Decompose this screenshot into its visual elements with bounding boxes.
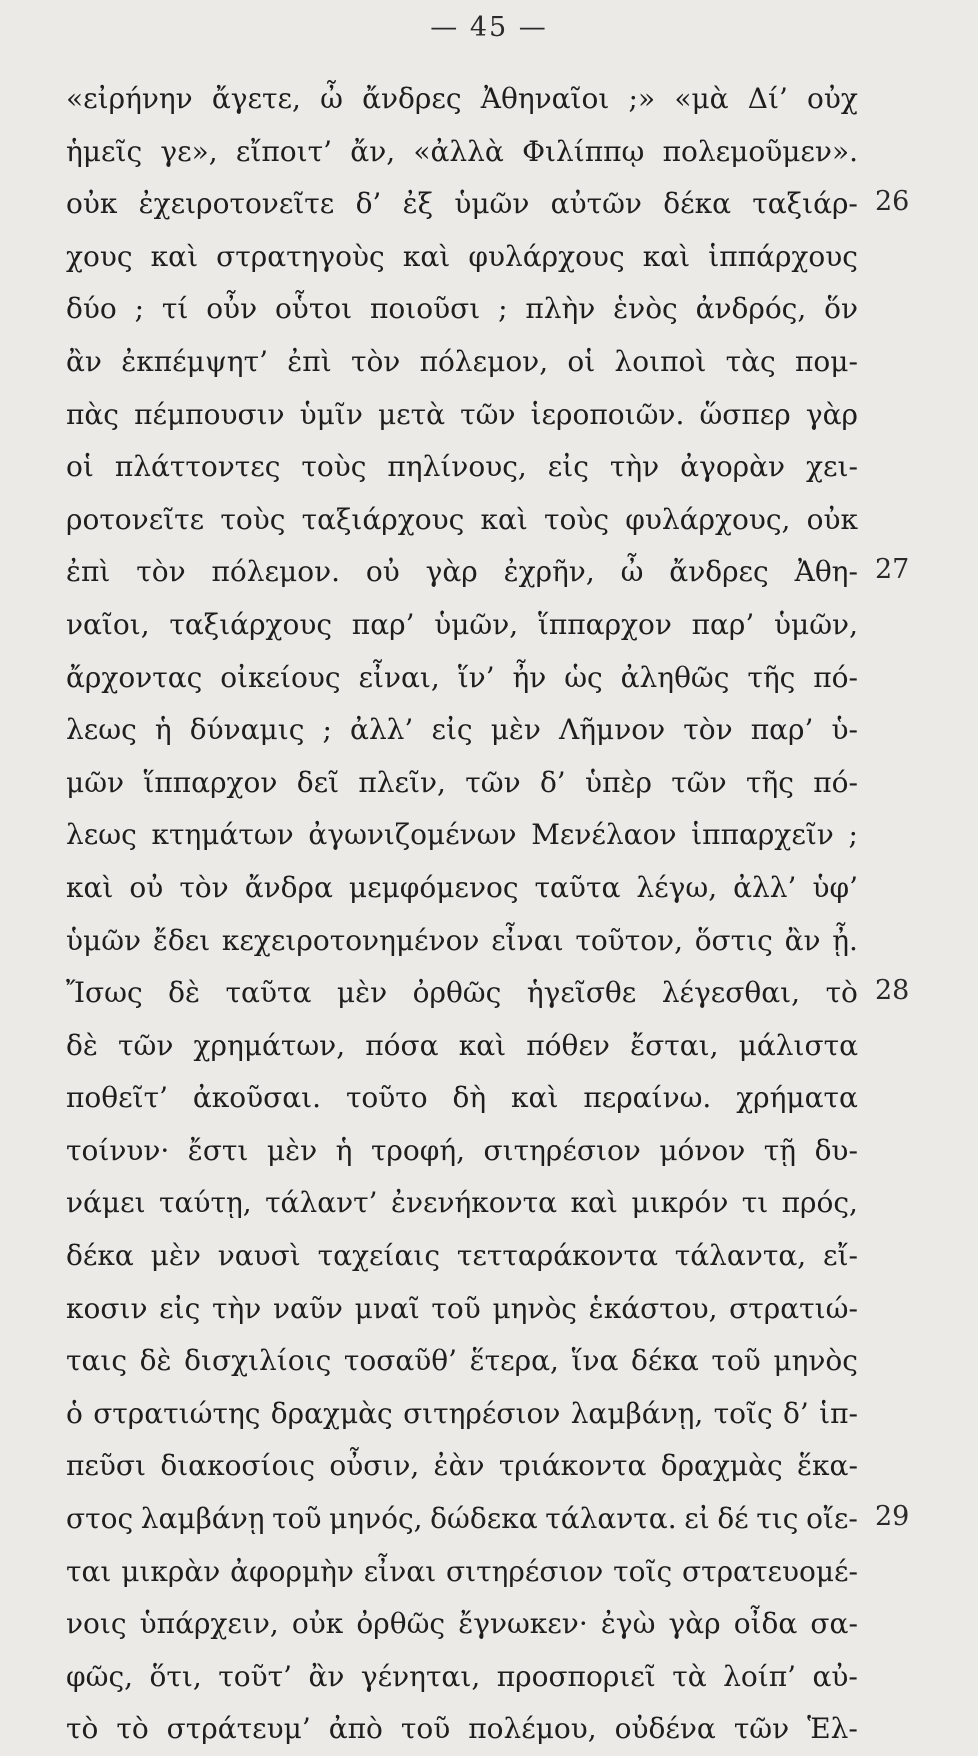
text-line: νάμει ταύτῃ, τάλαντ’ ἐνενήκοντα καὶ μικρόν τι πρός, xyxy=(66,1186,858,1220)
text-line: στος λαμβάνῃ τοῦ μηνός, δώδεκα τάλαντα. εἰ δέ τις οἴε- xyxy=(66,1502,858,1536)
text-line: καὶ οὐ τὸν ἄνδρα μεμφόμενος ταῦτα λέγω, ἀλλ’ ὑφ’ xyxy=(66,870,858,904)
text-line: ἂν ἐκπέμψητ’ ἐπὶ τὸν πόλεμον, οἱ λοιποὶ τὰς πομ- xyxy=(66,344,858,378)
text-line: οἱ πλάττοντες τοὺς πηλίνους, εἰς τὴν ἀγορὰν χει- xyxy=(66,450,858,484)
section-number: 29 xyxy=(875,1501,910,1533)
text-line: χους καὶ στρατηγοὺς καὶ φυλάρχους καὶ ἱππάρχους xyxy=(66,239,858,273)
text-line: ἄρχοντας οἰκείους εἶναι, ἵν’ ἦν ὡς ἀληθῶς τῆς πό- xyxy=(66,660,858,694)
text-line: λεως κτημάτων ἀγωνιζομένων Μενέλαον ἱππαρχεῖν ; xyxy=(66,818,858,852)
text-line: ὑμῶν ἔδει κεχειροτονημένον εἶναι τοῦτον, ὅστις ἂν ᾖ. xyxy=(66,923,858,957)
text-line: κοσιν εἰς τὴν ναῦν μναῖ τοῦ μηνὸς ἑκάστου, στρατιώ- xyxy=(66,1291,858,1325)
text-line: ὁ στρατιώτης δραχμὰς σιτηρέσιον λαμβάνῃ, τοῖς δ’ ἱπ- xyxy=(66,1396,858,1430)
text-line: τοίνυν· ἔστι μὲν ἡ τροφή, σιτηρέσιον μόνον τῇ δυ- xyxy=(66,1133,858,1167)
text-line: δύο ; τί οὖν οὗτοι ποιοῦσι ; πλὴν ἑνὸς ἀνδρός, ὅν xyxy=(66,292,858,326)
section-number: 28 xyxy=(875,975,910,1007)
section-number: 26 xyxy=(875,186,910,218)
text-line: λεως ἡ δύναμις ; ἀλλ’ εἰς μὲν Λῆμνον τὸν παρ’ ὑ- xyxy=(66,713,858,747)
text-line: πὰς πέμπουσιν ὑμῖν μετὰ τῶν ἱεροποιῶν. ὥσπερ γὰρ xyxy=(66,397,858,431)
body-text xyxy=(66,73,858,1756)
text-line: ἐπὶ τὸν πόλεμον. οὐ γὰρ ἐχρῆν, ὦ ἄνδρες Ἀθη- xyxy=(66,555,858,589)
text-line: «εἰρήνην ἄγετε, ὦ ἄνδρες Ἀθηναῖοι ;» «μὰ Δί’ οὐχ xyxy=(66,82,858,115)
text-line: νοις ὑπάρχειν, οὐκ ὀρθῶς ἔγνωκεν· ἐγὼ γὰρ οἶδα σα- xyxy=(66,1607,858,1641)
text-line: ται μικρὰν ἀφορμὴν εἶναι σιτηρέσιον τοῖς στρατευομέ- xyxy=(66,1554,858,1588)
text-line: ποθεῖτ’ ἀκοῦσαι. τοῦτο δὴ καὶ περαίνω. χρήματα xyxy=(66,1081,858,1115)
text-line: ροτονεῖτε τοὺς ταξιάρχους καὶ τοὺς φυλάρχους, οὐκ xyxy=(66,502,858,536)
text-line: δὲ τῶν χρημάτων, πόσα καὶ πόθεν ἔσται, μάλιστα xyxy=(66,1028,858,1062)
text-line: μῶν ἵππαρχον δεῖ πλεῖν, τῶν δ’ ὑπὲρ τῶν τῆς πό- xyxy=(66,765,858,799)
text-line: ἡμεῖς γε», εἴποιτ’ ἄν, «ἀλλὰ Φιλίππῳ πολεμοῦμεν». xyxy=(66,134,858,168)
section-number: 27 xyxy=(875,554,910,586)
text-line: πεῦσι διακοσίοις οὖσιν, ἐὰν τριάκοντα δραχμὰς ἕκα- xyxy=(66,1449,858,1483)
text-line: τὸ τὸ στράτευμ’ ἀπὸ τοῦ πολέμου, οὐδένα τῶν Ἑλ- xyxy=(66,1712,858,1746)
text-line: οὐκ ἐχειροτονεῖτε δ’ ἐξ ὑμῶν αὐτῶν δέκα ταξιάρ- xyxy=(66,187,858,221)
text-line: δέκα μὲν ναυσὶ ταχείαις τετταράκοντα τάλαντα, εἴ- xyxy=(66,1239,858,1273)
text-line: ναῖοι, ταξιάρχους παρ’ ὑμῶν, ἵππαρχον παρ’ ὑμῶν, xyxy=(66,607,858,641)
text-line: φῶς, ὅτι, τοῦτ’ ἂν γένηται, προσποριεῖ τὰ λοίπ’ αὐ- xyxy=(66,1659,858,1693)
page-number: — 45 — xyxy=(430,12,548,43)
text-line: ταις δὲ δισχιλίοις τοσαῦθ’ ἕτερα, ἵνα δέκα τοῦ μηνὸς xyxy=(66,1344,858,1378)
text-line: Ἴσως δὲ ταῦτα μὲν ὀρθῶς ἡγεῖσθε λέγεσθαι, τὸ xyxy=(66,976,858,1010)
